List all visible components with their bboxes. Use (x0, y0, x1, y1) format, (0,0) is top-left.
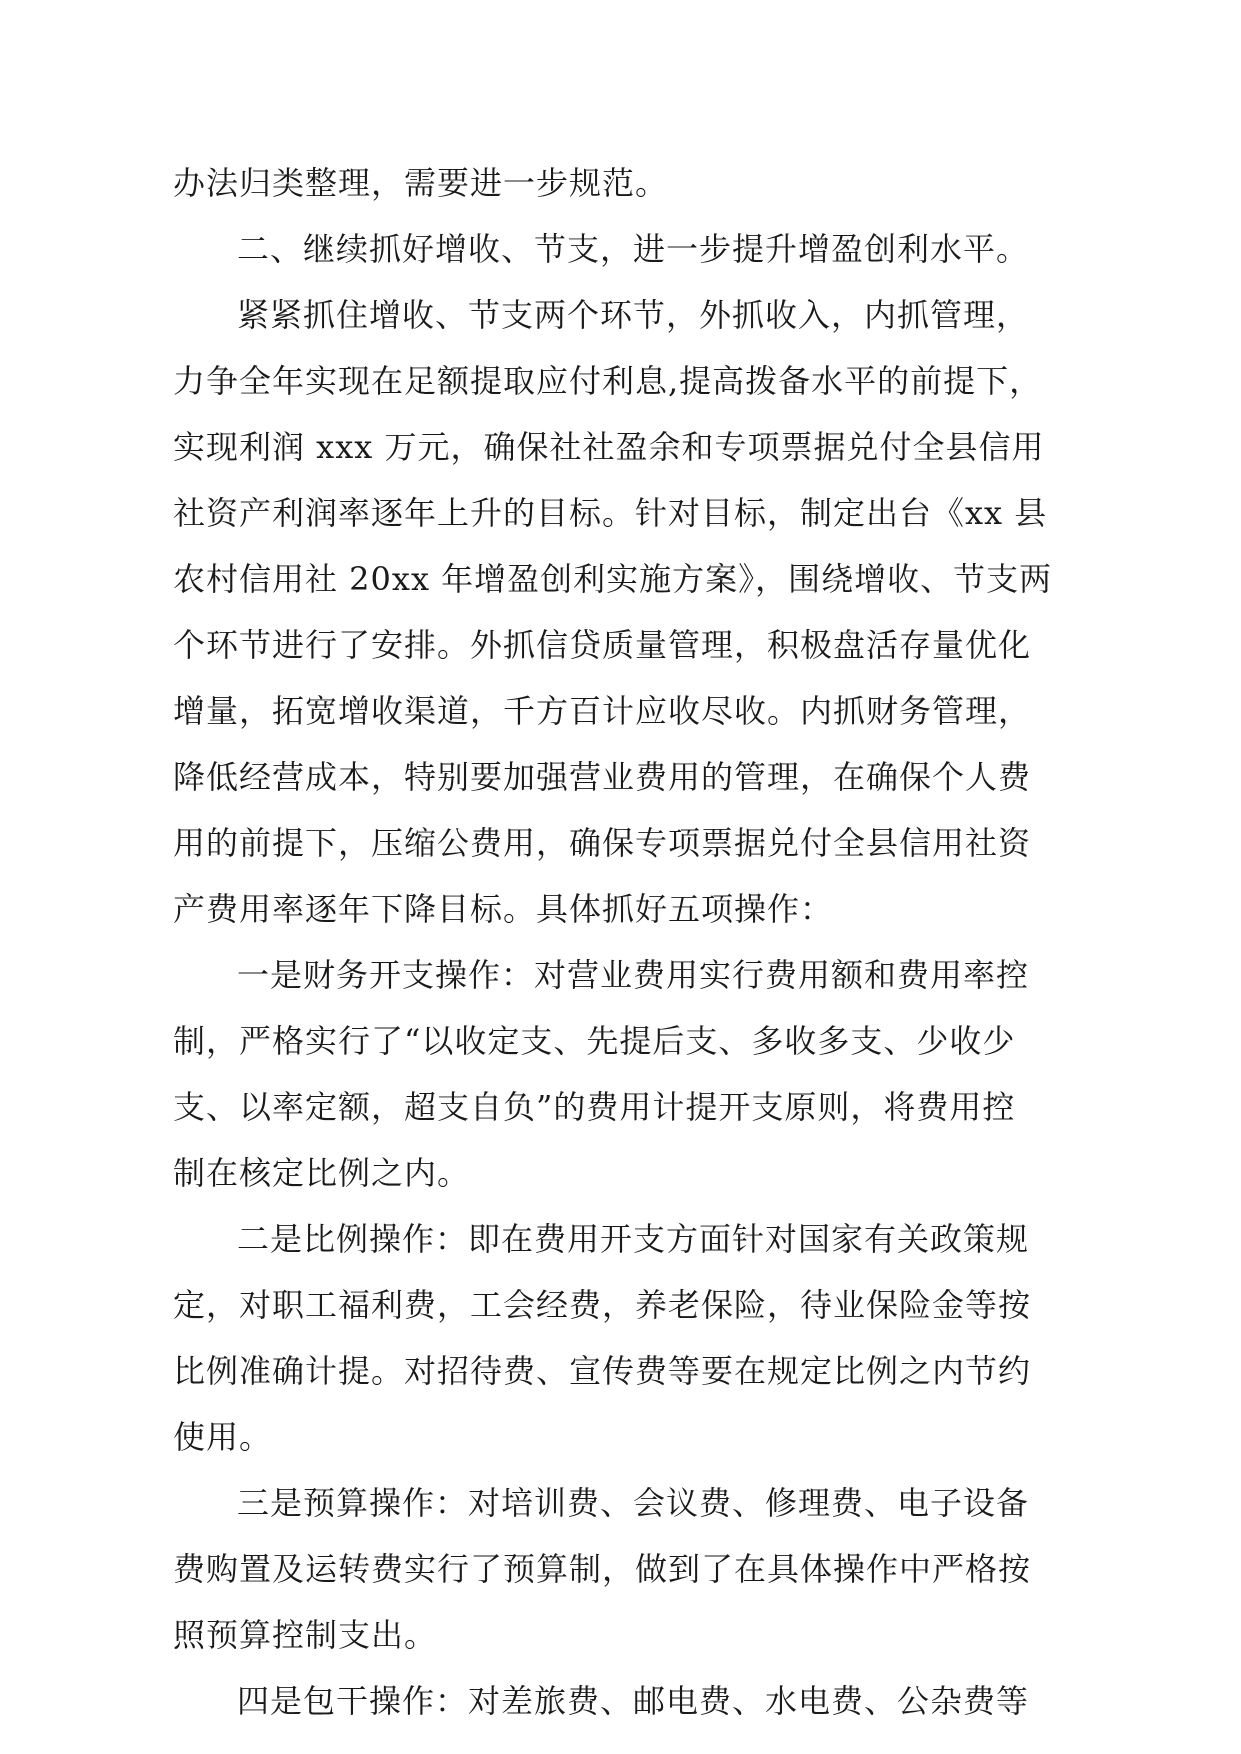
text-line: 降低经营成本，特别要加强营业费用的管理，在确保个人费 (173, 758, 1032, 796)
text-line: 农村信用社 20xx 年增盈创利实施方案》，围绕增收、节支两 (173, 560, 1053, 598)
text-line: 使用。 (173, 1418, 273, 1456)
text-line: 费购置及运转费实行了预算制，做到了在具体操作中严格按 (173, 1550, 1032, 1588)
text-line: 制，严格实行了“以收定支、先提后支、多收多支、少收少 (173, 1022, 1016, 1060)
text-line: 三是预算操作：对培训费、会议费、修理费、电子设备 (237, 1484, 1030, 1522)
text-line: 紧紧抓住增收、节支两个环节，外抓收入，内抓管理， (237, 296, 1030, 334)
text-line: 产费用率逐年下降目标。具体抓好五项操作： (173, 890, 834, 928)
text-line: 一是财务开支操作：对营业费用实行费用额和费用率控 (237, 956, 1030, 994)
text-line: 比例准确计提。对招待费、宣传费等要在规定比例之内节约 (173, 1352, 1032, 1390)
text-line: 用的前提下，压缩公费用，确保专项票据兑付全县信用社资 (173, 824, 1032, 862)
text-line: 实现利润 xxx 万元，确保社社盈余和专项票据兑付全县信用 (173, 428, 1045, 466)
text-line: 增量，拓宽增收渠道，千方百计应收尽收。内抓财务管理， (173, 692, 1032, 730)
text-line: 定，对职工福利费，工会经费，养老保险，待业保险金等按 (173, 1286, 1032, 1324)
text-line: 力争全年实现在足额提取应付利息,提高拨备水平的前提下， (173, 362, 1043, 400)
text-line: 制在核定比例之内。 (173, 1154, 471, 1192)
text-line: 个环节进行了安排。外抓信贷质量管理，积极盘活存量优化 (173, 626, 1032, 664)
text-line: 办法归类整理，需要进一步规范。 (173, 164, 669, 202)
text-line: 四是包干操作：对差旅费、邮电费、水电费、公杂费等 (237, 1682, 1030, 1720)
text-line: 照预算控制支出。 (173, 1616, 438, 1654)
text-line: 支、以率定额，超支自负”的费用计提开支原则，将费用控 (173, 1088, 1016, 1126)
text-line: 社资产利润率逐年上升的目标。针对目标，制定出台《xx 县 (173, 494, 1048, 532)
text-line: 二是比例操作：即在费用开支方面针对国家有关政策规 (237, 1220, 1030, 1258)
section-heading: 二、继续抓好增收、节支，进一步提升增盈创利水平。 (237, 230, 1030, 268)
